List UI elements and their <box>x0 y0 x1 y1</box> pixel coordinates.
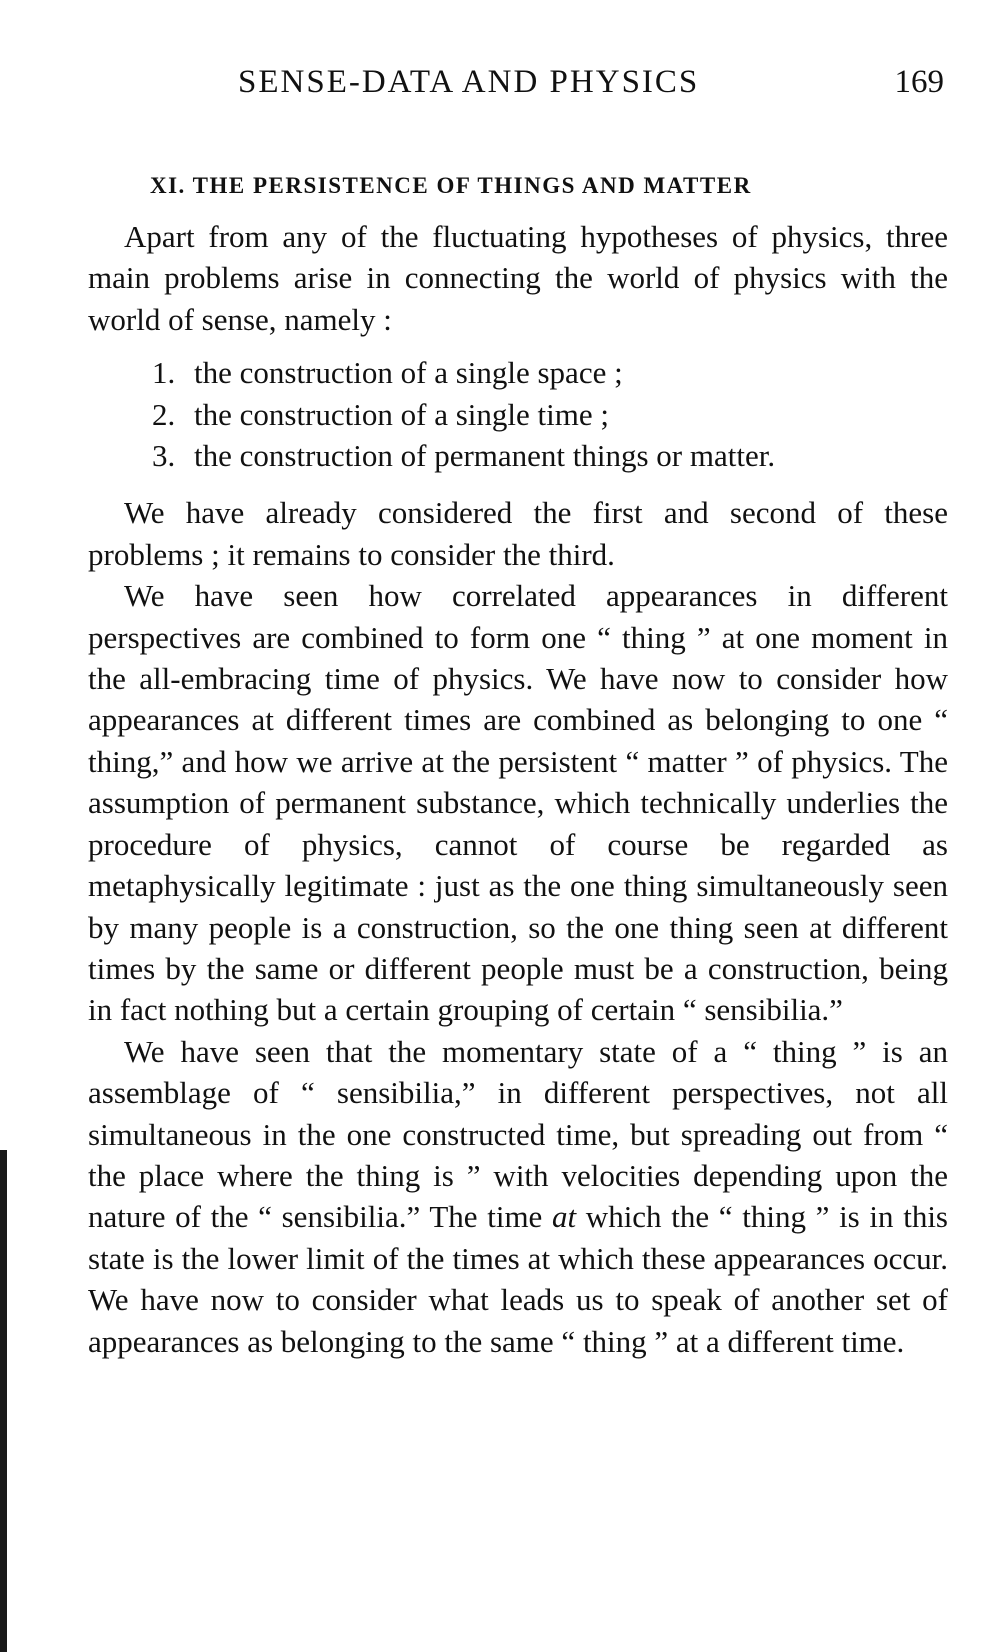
binding-edge <box>0 1150 7 1652</box>
paragraph-intro: Apart from any of the fluctuating hypotheses of physics, three main problems arise in connecting the world of physics with the world of sense, namely : <box>88 219 948 337</box>
paragraph: We have already considered the first and second of these problems ; it remains to consider the third. <box>88 495 948 572</box>
list-text: the construction of a single time ; <box>194 396 609 432</box>
italic-word: at <box>552 1199 577 1235</box>
problem-list <box>88 352 948 476</box>
text-run: We have seen that the momentary state of a “ thing ” is an assemblage of “ sensibilia,” in different perspectives, not all simultaneous in the one constructed time, but spreading out from “ the place where the thing is ” with velocities depending upon the nature of the “ sensibilia.” The time <box>88 1033 948 1235</box>
page-number: 169 <box>894 64 944 100</box>
list-item <box>152 435 948 476</box>
running-title: SENSE-DATA AND PHYSICS <box>238 64 700 100</box>
section-heading: XI. THE PERSISTENCE OF THINGS AND MATTER <box>150 173 752 198</box>
paragraph <box>88 1031 948 1362</box>
list-text: the construction of permanent things or matter. <box>194 438 776 474</box>
list-item <box>152 352 948 393</box>
running-head <box>88 64 948 108</box>
body-text <box>88 216 948 1362</box>
list-number: 2. <box>152 396 176 432</box>
paragraph: We have seen how correlated appearances in different perspectives are combined to form one “ thing ” at one moment in the all-embracing time of physics. We have now to consider how appearances at different times are combined as belonging to one “ thing,” and how we arrive at the persistent “ matter ” of physics. The assumption of permanent substance, which technically underlies the procedure of physics, cannot of course be regarded as metaphysically legitimate : just as the one thing simultaneously seen by many people is a construction, so the one thing seen at different times by the same or different people must be a construction, being in fact nothing but a certain grouping of certain “ sensibilia.” <box>88 578 948 1028</box>
list-text: the construction of a single space ; <box>194 355 623 391</box>
list-number: 1. <box>152 355 176 391</box>
text-run: which the “ thing ” is in this state is the lower limit of the times at which these appearances occur. We have now to consider what leads us to speak of another set of appearances as belonging to the same “ thing ” at a different time. <box>88 1199 948 1359</box>
list-number: 3. <box>152 438 176 474</box>
list-item <box>152 394 948 435</box>
